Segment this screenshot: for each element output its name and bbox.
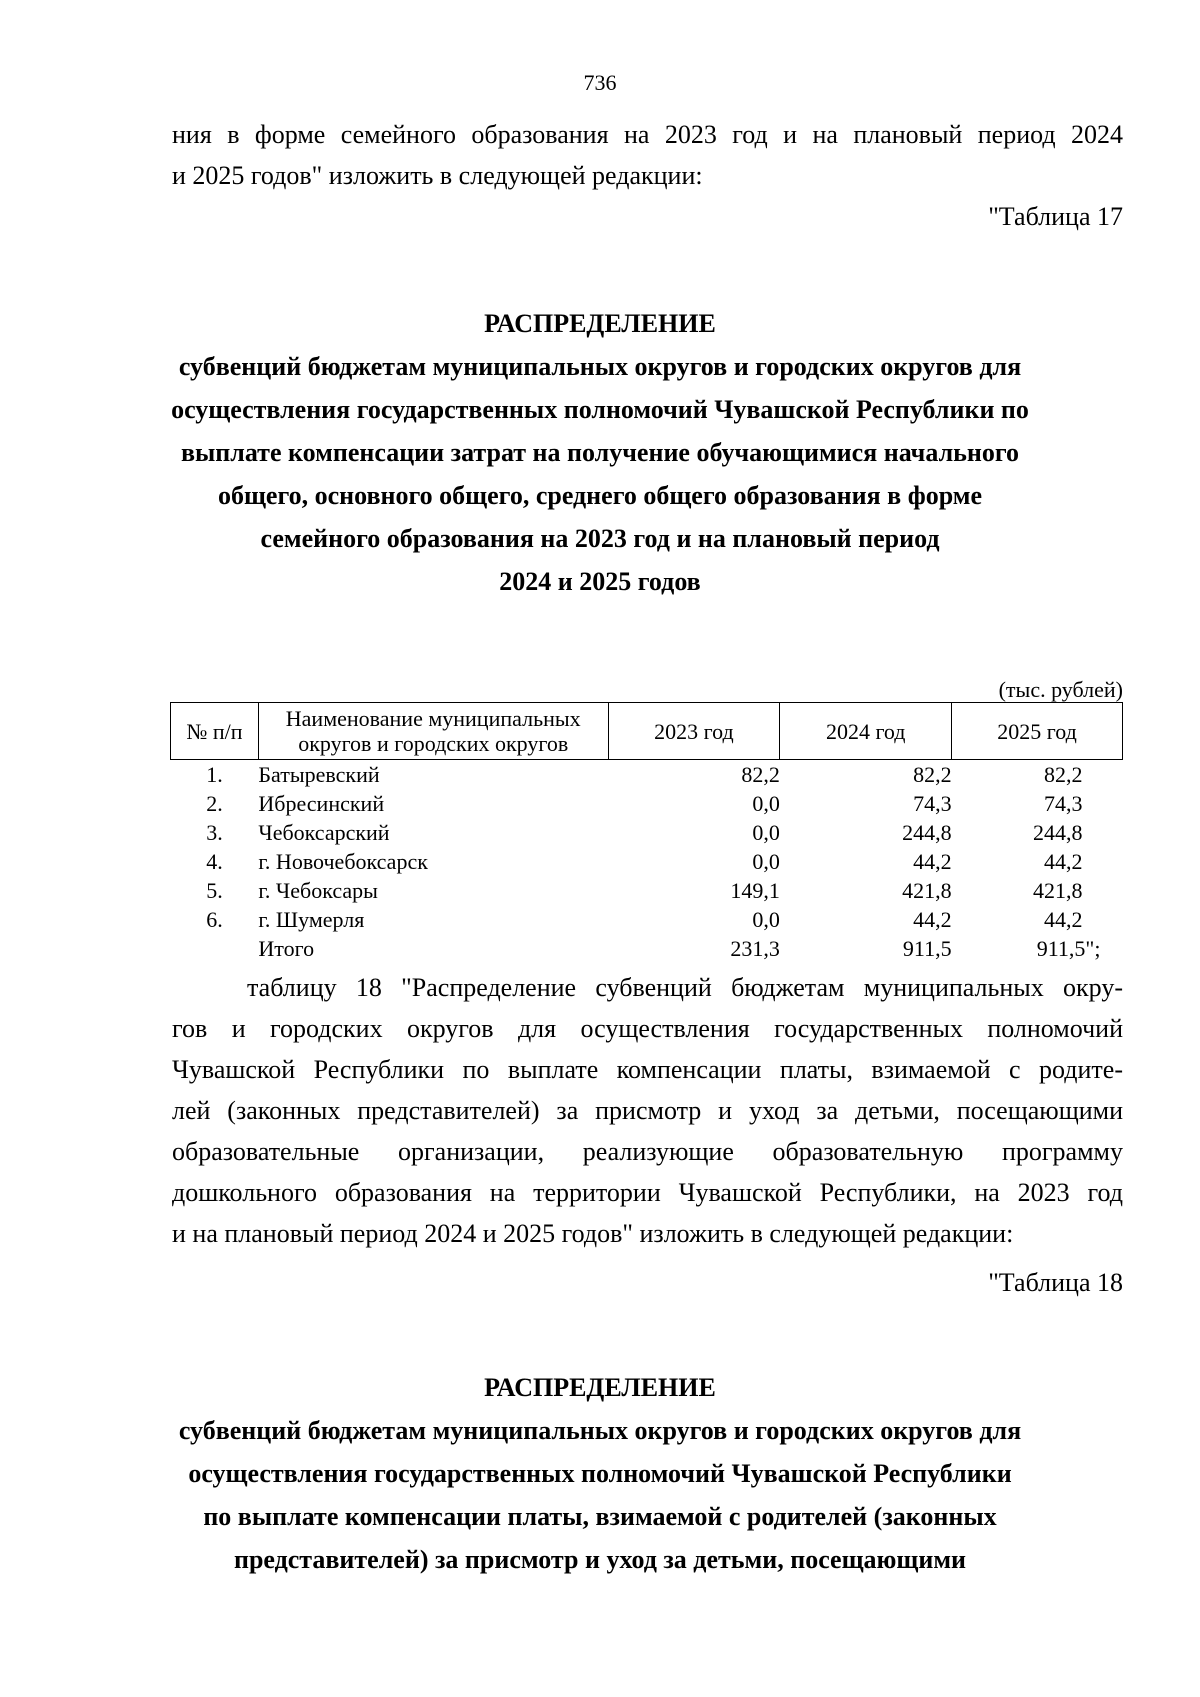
row-value-2023: 0,0 [752,791,780,816]
row-value-2023: 0,0 [752,820,780,845]
heading-line: осуществления государственных полномочий Чувашской Республики по [171,395,1029,424]
row-value-2024: 421,8 [902,878,952,903]
heading-table-17 [0,302,1200,603]
row-value-2025: 421,8 [1033,878,1083,903]
row-value-2023: 82,2 [741,762,780,787]
subvention-table [170,702,1123,963]
row-value-2024: 74,3 [913,791,952,816]
heading-line: общего, основного общего, среднего общего образования в форме [217,481,983,510]
heading-line: по выплате компенсации платы, взимаемой с родителей (законных [203,1502,997,1531]
paragraph-line: дошкольного образования на территории Чувашской Республики, на 2023 год [172,1178,1123,1207]
row-name: г. Новочебоксарск [258,849,428,874]
row-name: г. Чебоксары [258,878,378,903]
table-row [171,876,1123,905]
row-number: 1. [206,762,223,787]
table-header-row [171,703,1123,760]
row-value-2024: 82,2 [913,762,952,787]
paragraph-line: и на плановый период 2024 и 2025 годов" изложить в следующей редакции: [172,1219,1014,1248]
intro-paragraph [172,114,1123,196]
table-row [171,760,1123,790]
row-number: 2. [206,791,223,816]
row-value-2024: 44,2 [913,907,952,932]
intro-line: ния в форме семейного образования на 2023 год и на плановый период 2024 [172,120,1123,149]
paragraph-line: образовательные организации, реализующие образовательную программу [172,1137,1123,1166]
header-2024: 2024 год [780,703,952,760]
table-18-paragraph [172,967,1123,1254]
heading-line: осуществления государственных полномочий Чувашской Республики [188,1459,1012,1488]
intro-line: и 2025 годов" изложить в следующей редакции: [172,161,703,190]
heading-title: РАСПРЕДЕЛЕНИЕ [484,1373,716,1402]
row-number: 6. [206,907,223,932]
row-value-2025: 82,2 [1044,762,1083,787]
row-name: Батыревский [258,762,380,787]
row-value-2025: 74,3 [1044,791,1083,816]
row-value-2024: 911,5 [902,936,952,961]
units-label: (тыс. рублей) [998,677,1123,702]
header-number: № п/п [171,703,259,760]
row-value-2023: 0,0 [752,907,780,932]
row-value-2023: 0,0 [752,849,780,874]
row-value-2025: 244,8 [1033,820,1083,845]
heading-line: семейного образования на 2023 год и на плановый период [260,524,940,553]
heading-table-18 [0,1366,1200,1581]
table-18-reference: "Таблица 18 [988,1268,1123,1297]
row-value-2025: 911,5"; [1036,936,1101,961]
paragraph-line: лей (законных представителей) за присмотр и уход за детьми, посещающими [172,1096,1123,1125]
heading-line: субвенций бюджетам муниципальных округов и городских округов для [178,1416,1022,1445]
row-value-2024: 44,2 [913,849,952,874]
table-row [171,847,1123,876]
paragraph-line: Чувашской Республики по выплате компенсации платы, взимаемой с родите- [172,1055,1123,1084]
page-number: 736 [583,70,617,95]
heading-line: 2024 и 2025 годов [499,567,701,596]
row-value-2024: 244,8 [902,820,952,845]
row-name: Чебоксарский [258,820,390,845]
row-name: Ибресинский [258,791,385,816]
row-value-2023: 231,3 [730,936,780,961]
heading-line: представителей) за присмотр и уход за детьми, посещающими [233,1545,967,1574]
row-name: г. Шумерля [258,907,365,932]
table-total-row [171,934,1123,963]
table-17-reference: "Таблица 17 [988,202,1123,231]
row-number [171,934,259,963]
row-number: 5. [206,878,223,903]
table-row [171,905,1123,934]
table-row [171,789,1123,818]
paragraph-line: таблицу 18 "Распределение субвенций бюджетам муниципальных окру- [247,973,1123,1002]
paragraph-line: гов и городских округов для осуществления государственных полномочий [172,1014,1123,1043]
row-name: Итого [258,936,315,961]
row-value-2025: 44,2 [1044,907,1083,932]
header-2025: 2025 год [952,703,1123,760]
row-value-2025: 44,2 [1044,849,1083,874]
row-number: 3. [206,820,223,845]
heading-title: РАСПРЕДЕЛЕНИЕ [484,309,716,338]
heading-line: субвенций бюджетам муниципальных округов и городских округов для [178,352,1022,381]
heading-line: выплате компенсации затрат на получение обучающимися начального [180,438,1020,467]
table-row [171,818,1123,847]
row-value-2023: 149,1 [730,878,780,903]
header-name: Наименование муниципальных округов и городских округов [258,703,608,760]
header-2023: 2023 год [608,703,780,760]
row-number: 4. [206,849,223,874]
